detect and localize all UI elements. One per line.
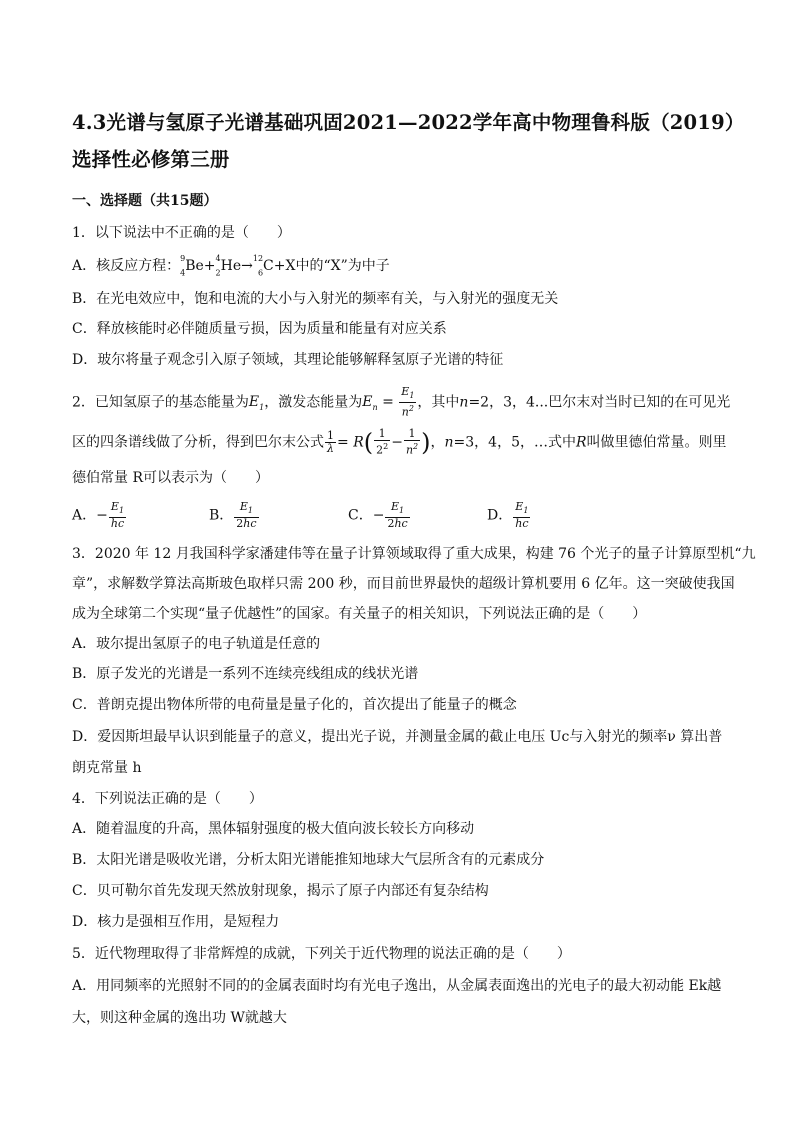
fraction-1-over-2sq: $\frac{1}{2^2}$ (376, 427, 389, 457)
q2-text-8: 叫做里德伯常量。则里 (586, 434, 727, 451)
variable-r: R (575, 434, 587, 451)
fraction-1-over-nsq: $\frac{1}{n^2}$ (405, 427, 419, 457)
question-4-option-a: A．随着温度的升高，黑体辐射强度的极大值向波长较长方向移动 (72, 821, 475, 837)
option-d-label: D． (487, 507, 513, 524)
question-3-option-a: A．玻尔提出氢原子的电子轨道是任意的 (72, 636, 321, 652)
option-c-label: C． (348, 507, 373, 524)
question-4-option-c: C．贝可勒尔首先发现天然放射现象，揭示了原子内部还有复杂结构 (72, 883, 489, 899)
question-5-stem: 5．近代物理取得了非常辉煌的成就，下列关于近代物理的说法正确的是（ ） (72, 946, 571, 962)
question-2-line-1 (72, 386, 730, 419)
question-3-option-d-2: 朗克常量 h (72, 760, 142, 776)
question-2-option-b: B． $\frac{E_1}{2hc}$ (209, 500, 257, 531)
q2-text-5: 区的四条谱线做了分析，得到巴尔末公式 (72, 434, 324, 451)
section-heading: 一、选择题（共15题） (72, 193, 218, 209)
q2-text-3: ，其中 (417, 394, 460, 411)
document-title: 4.3光谱与氢原子光谱基础巩固2021—2022学年高中物理鲁科版（2019）选择性必修第三册 (72, 111, 745, 171)
question-4-option-b: B．太阳光谱是吸收光谱，分析太阳光谱能推知地球大气层所含有的元素成分 (72, 852, 545, 868)
formula-e1: $E_1$ (248, 394, 265, 413)
question-2-option-d: D． $\frac{E_1}{hc}$ (487, 500, 529, 531)
question-3-option-b: B．原子发光的光谱是一系列不连续亮线组成的线状光谱 (72, 666, 419, 682)
question-2-option-a: A．− $\frac{E_1}{hc}$ (72, 500, 125, 531)
question-2-line-2: 区的四条谱线做了分析，得到巴尔末公式 $\frac{1}{\lambda}$ = R( $\frac{1}{2^2}$ − $\frac{1}{n^2}$ )，n=3，4，5，…式中R叫做里德伯常量。则里 (72, 427, 727, 457)
question-5-option-a-2: 大，则这种金属的逸出功 W就越大 (72, 1010, 287, 1026)
option-b-label: B． (209, 507, 234, 524)
option-a-text: 中的“X”为中子 (295, 258, 390, 275)
question-3-line-3: 成为全球第二个实现“量子优越性”的国家。有关量子的相关知识，下列说法正确的是（ ） (72, 606, 647, 622)
option-a-label: A．核反应方程： (72, 258, 181, 275)
question-2-option-c: C．− $\frac{E_1}{2hc}$ (348, 500, 408, 531)
question-1-option-d: D．玻尔将量子观念引入原子领域，其理论能够解释氢原子光谱的特征 (72, 352, 504, 368)
question-3-option-d-1: D．爱因斯坦最早认识到能量子的意义，提出光子说，并测量金属的截止电压 Uc与入射光的频率ν 算出普 (72, 729, 723, 745)
question-1-option-b: B．在光电效应中，饱和电流的大小与入射光的频率有关，与入射光的强度无关 (72, 291, 559, 307)
variable-n-2: n (444, 434, 454, 451)
q2-text-6: ， (430, 434, 445, 451)
q2-text-7: =3，4，5，…式中 (453, 434, 576, 451)
nuclear-equation: $^9$ $_4$Be+$^4$ $_2$He→$^{12}$ $_6$C+X (180, 254, 296, 278)
q2-text-1: 2．已知氢原子的基态能量为 (72, 394, 249, 411)
fraction-e1-over-n2: $\frac{E_1}{n^2}$ (401, 385, 415, 419)
question-5-option-a-1: A．用同频率的光照射不同的的金属表面时均有光电子逸出，从金属表面逸出的光电子的最大初动能 Ek越 (72, 978, 722, 994)
formula-en: $E_n$ = (362, 394, 399, 413)
question-4-option-d: D．核力是强相互作用，是短程力 (72, 914, 280, 930)
question-2-line-3: 德伯常量 R可以表示为（ ） (72, 470, 269, 486)
question-4-stem: 4．下列说法正确的是（ ） (72, 791, 263, 807)
question-3-option-c: C．普朗克提出物体所带的电荷量是量子化的，首次提出了能量子的概念 (72, 697, 517, 713)
question-1-option-c: C．释放核能时必伴随质量亏损，因为质量和能量有对应关系 (72, 321, 447, 337)
question-3-line-1: 3．2020 年 12 月我国科学家潘建伟等在量子计算领域取得了重大成果，构建 76 个光子的量子计算原型机“九 (72, 546, 756, 562)
question-1-option-a (72, 255, 390, 277)
question-3-line-2: 章”，求解数学算法高斯玻色取样只需 200 秒，而目前世界最快的超级计算机要用 6 亿年。这一突破使我国 (72, 576, 735, 592)
q2-text-4: =2，3，4...巴尔末对当时已知的在可见光 (468, 394, 731, 411)
question-1-stem: 1．以下说法中不正确的是（ ） (72, 225, 291, 241)
fraction-1-over-lambda: $\frac{1}{\lambda}$ (327, 428, 334, 455)
q2-text-2: ，激发态能量为 (264, 394, 363, 411)
variable-n: n (459, 394, 469, 411)
option-a-label: A． (72, 507, 97, 524)
